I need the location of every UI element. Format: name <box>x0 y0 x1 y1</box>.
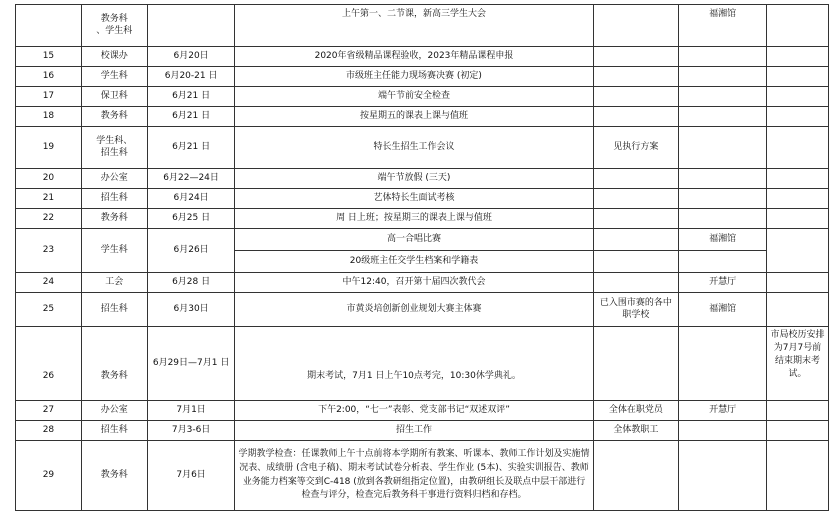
row-content: 学期教学检查：任课教师上午十点前将本学期所有教案、听课本、教师工作计划及实施情况表、成绩册 (含电子稿)、期末考试试卷分析表、学生作业 (5本)、实验实训报告、教师业务能力档案等交到C-418 (放到各教研组指定位置)，由教研组长及联点中层干部进行检查与评分，检查完后教务科干事进行资料归档和存档。 <box>235 441 593 511</box>
row-participants <box>593 209 679 229</box>
table-row <box>16 229 829 251</box>
row-number: 16 <box>16 67 82 87</box>
row-content: 中午12:40，召开第十届四次教代会 <box>235 273 593 293</box>
row-participants-secondary <box>593 251 679 273</box>
row-venue-secondary <box>679 251 767 273</box>
row-number: 28 <box>16 421 82 441</box>
row-participants: 全体在职党员 <box>593 401 679 421</box>
row-venue <box>679 441 767 511</box>
row-participants <box>593 67 679 87</box>
row-date: 7月3-6日 <box>147 421 235 441</box>
row-content: 上午第一、二节课，新高三学生大会 <box>235 5 593 47</box>
table-row <box>16 293 829 327</box>
row-date: 6月21 日 <box>147 107 235 127</box>
row-number: 22 <box>16 209 82 229</box>
row-participants <box>593 107 679 127</box>
row-dept: 学生科、 招生科 <box>81 127 147 169</box>
row-number: 18 <box>16 107 82 127</box>
row-dept: 学生科 <box>81 229 147 273</box>
row-date: 6月21 日 <box>147 127 235 169</box>
row-number: 25 <box>16 293 82 327</box>
row-dept: 办公室 <box>81 169 147 189</box>
row-dept: 教务科 <box>81 107 147 127</box>
row-note <box>767 441 829 511</box>
row-note <box>767 67 829 87</box>
row-venue <box>679 127 767 169</box>
row-date: 6月21 日 <box>147 87 235 107</box>
row-venue <box>679 169 767 189</box>
table-row <box>16 209 829 229</box>
row-note <box>767 87 829 107</box>
row-venue <box>679 421 767 441</box>
row-venue: 福湘馆 <box>679 293 767 327</box>
row-content: 下午2:00，“七一”表彰、党支部书记“双述双评” <box>235 401 593 421</box>
row-date: 6月30日 <box>147 293 235 327</box>
row-number: 23 <box>16 229 82 273</box>
row-date: 6月20日 <box>147 47 235 67</box>
row-participants <box>593 273 679 293</box>
row-content: 端午节放假 (三天) <box>235 169 593 189</box>
row-content: 端午节前安全检查 <box>235 87 593 107</box>
row-venue <box>679 67 767 87</box>
row-content-secondary: 20级班主任交学生档案和学籍表 <box>235 251 593 273</box>
row-date: 6月28 日 <box>147 273 235 293</box>
row-dept: 招生科 <box>81 293 147 327</box>
schedule-table <box>15 4 829 511</box>
row-note <box>767 169 829 189</box>
row-venue <box>679 107 767 127</box>
table-row <box>16 441 829 511</box>
row-number: 29 <box>16 441 82 511</box>
row-note <box>767 107 829 127</box>
table-row <box>16 401 829 421</box>
row-note <box>767 209 829 229</box>
row-content: 按星期五的课表上课与值班 <box>235 107 593 127</box>
row-venue <box>679 327 767 401</box>
row-date: 6月29日—7月1 日 <box>147 327 235 401</box>
row-content: 招生工作 <box>235 421 593 441</box>
row-content: 期末考试，7月1 日上午10点考完，10:30休学典礼。 <box>235 327 593 401</box>
table-row <box>16 87 829 107</box>
row-note <box>767 189 829 209</box>
row-date <box>147 5 235 47</box>
row-content: 周 日上班；按星期三的课表上课与值班 <box>235 209 593 229</box>
row-content: 高一合唱比赛 <box>235 229 593 251</box>
row-venue <box>679 209 767 229</box>
row-date: 6月22—24日 <box>147 169 235 189</box>
row-number: 24 <box>16 273 82 293</box>
row-date: 7月1日 <box>147 401 235 421</box>
row-note <box>767 293 829 327</box>
row-venue: 开慧厅 <box>679 273 767 293</box>
row-note <box>767 127 829 169</box>
row-dept: 教务科 <box>81 209 147 229</box>
row-date: 6月20-21 日 <box>147 67 235 87</box>
row-dept: 教务科 、学生科 <box>81 5 147 47</box>
row-number: 17 <box>16 87 82 107</box>
row-number <box>16 5 82 47</box>
row-dept: 教务科 <box>81 441 147 511</box>
row-note <box>767 5 829 47</box>
row-date: 7月6日 <box>147 441 235 511</box>
row-participants: 已入围市赛的各中职学校 <box>593 293 679 327</box>
row-dept: 工会 <box>81 273 147 293</box>
table-row <box>16 47 829 67</box>
table-row <box>16 273 829 293</box>
row-participants: 见执行方案 <box>593 127 679 169</box>
row-participants <box>593 47 679 67</box>
row-number: 21 <box>16 189 82 209</box>
table-row <box>16 107 829 127</box>
table-row <box>16 327 829 401</box>
row-number: 26 <box>16 327 82 401</box>
row-number: 20 <box>16 169 82 189</box>
row-dept: 招生科 <box>81 421 147 441</box>
row-date: 6月26日 <box>147 229 235 273</box>
table-row <box>16 127 829 169</box>
row-venue: 福湘馆 <box>679 229 767 251</box>
row-note <box>767 47 829 67</box>
row-participants <box>593 189 679 209</box>
row-dept: 校课办 <box>81 47 147 67</box>
row-dept: 教务科 <box>81 327 147 401</box>
row-note <box>767 229 829 273</box>
row-number: 15 <box>16 47 82 67</box>
row-dept: 保卫科 <box>81 87 147 107</box>
row-note <box>767 401 829 421</box>
row-date: 6月24日 <box>147 189 235 209</box>
row-participants <box>593 327 679 401</box>
row-number: 27 <box>16 401 82 421</box>
row-date: 6月25 日 <box>147 209 235 229</box>
row-content: 特长生招生工作会议 <box>235 127 593 169</box>
table-row <box>16 67 829 87</box>
row-content: 艺体特长生面试考核 <box>235 189 593 209</box>
row-dept: 招生科 <box>81 189 147 209</box>
row-venue: 福湘馆 <box>679 5 767 47</box>
row-participants <box>593 87 679 107</box>
row-participants <box>593 441 679 511</box>
row-note <box>767 273 829 293</box>
row-note: 市局校历安排为7月7号前结束期末考试。 <box>767 327 829 401</box>
row-participants <box>593 169 679 189</box>
row-venue <box>679 47 767 67</box>
row-content: 市黄炎培创新创业规划大赛主体赛 <box>235 293 593 327</box>
row-participants: 全体教职工 <box>593 421 679 441</box>
table-row <box>16 169 829 189</box>
row-participants <box>593 5 679 47</box>
row-dept: 办公室 <box>81 401 147 421</box>
table-row <box>16 189 829 209</box>
row-content: 2020年省级精品课程验收，2023年精品课程申报 <box>235 47 593 67</box>
row-venue: 开慧厅 <box>679 401 767 421</box>
row-note <box>767 421 829 441</box>
row-venue <box>679 87 767 107</box>
row-dept: 学生科 <box>81 67 147 87</box>
row-participants <box>593 229 679 251</box>
row-content: 市级班主任能力现场赛决赛 (初定) <box>235 67 593 87</box>
table-row <box>16 421 829 441</box>
row-venue <box>679 189 767 209</box>
row-number: 19 <box>16 127 82 169</box>
table-row <box>16 5 829 47</box>
